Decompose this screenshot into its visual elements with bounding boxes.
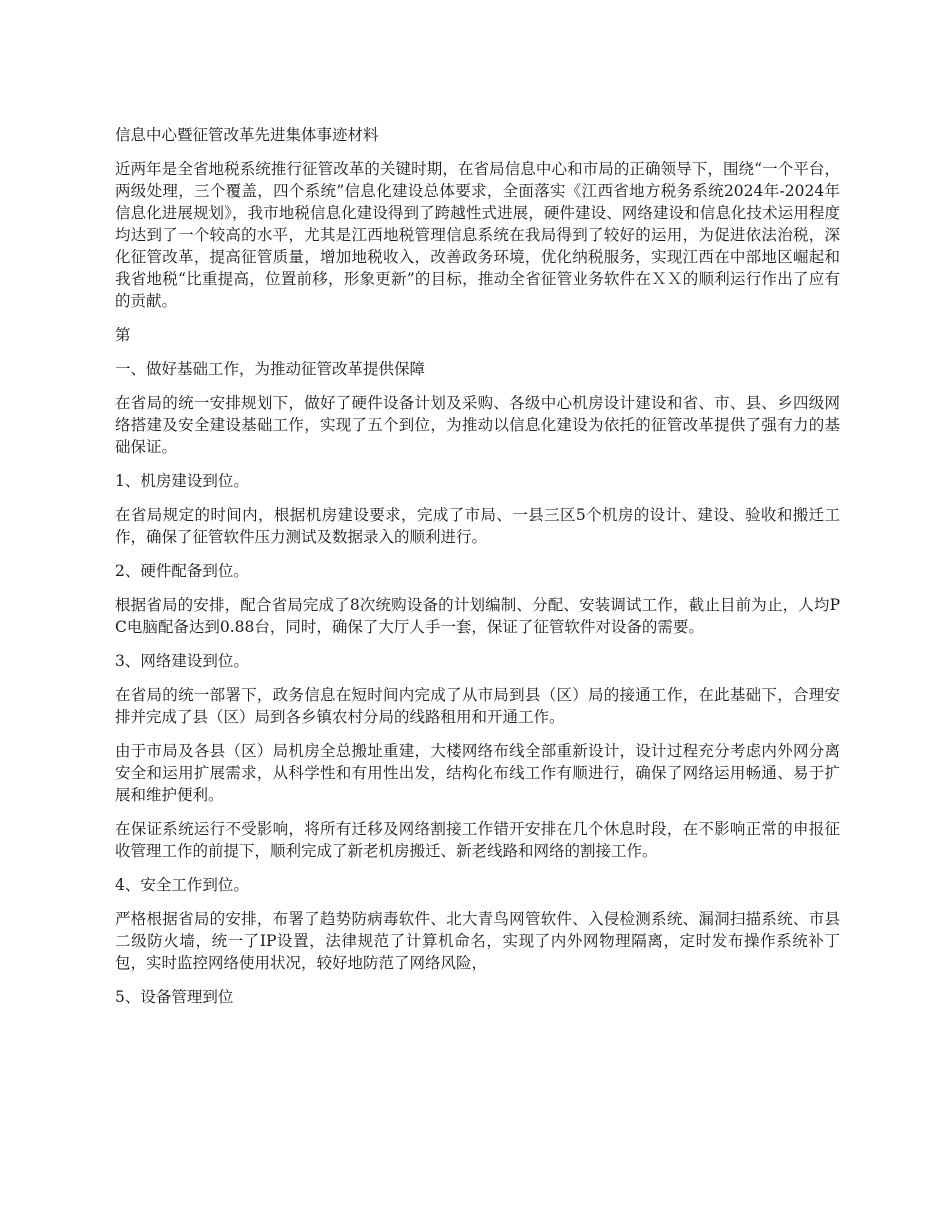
- section-1-paragraph: 在省局的统一安排规划下，做好了硬件设备计划及采购、各级中心机房设计建设和省、市、县、乡四级网络搭建及安全建设基础工作，实现了五个到位，为推动以信息化建设为依托的征管改革提供了强有力的基础保证。: [115, 394, 840, 456]
- intro-paragraph: 近两年是全省地税系统推行征管改革的关键时期，在省局信息中心和市局的正确领导下，围绕“一个平台，两级处理，三个覆盖，四个系统”信息化建设总体要求，全面落实《江西省地方税务系统2024年-2024年信息化进展规划》，我市地税信息化建设得到了跨越性式进展，硬件建设、网络建设和信息化技术运用程度均达到了一个较高的水平，尤其是江西地税管理信息系统在我局得到了较好的运用，为促进依法治税，深化征管改革，提高征管质量，增加地税收入，改善政务环境，优化纳税服务，实现江西在中部地区崛起和我省地税“比重提高，位置前移，形象更新”的目标，推动全省征管业务软件在ＸＸ的顺利运行作出了应有的贡献。: [115, 160, 840, 310]
- item-3-paragraph-1: 在省局的统一部署下，政务信息在短时间内完成了从市局到县（区）局的接通工作，在此基础下，合理安排并完成了县（区）局到各乡镇农村分局的线路租用和开通工作。: [115, 686, 840, 726]
- item-3-paragraph-3: 在保证系统运行不受影响，将所有迁移及网络割接工作错开安排在几个休息时段，在不影响正常的申报征收管理工作的前提下，顺利完成了新老机房搬迁、新老线路和网络的割接工作。: [115, 820, 840, 860]
- item-4-paragraph: 严格根据省局的安排，布署了趋势防病毒软件、北大青鸟网管软件、入侵检测系统、漏洞扫描系统、市县二级防火墙，统一了IP设置，法律规范了计算机命名，实现了内外网物理隔离，定时发布操作系统补丁包，实时监控网络使用状况，较好地防范了网络风险，: [115, 910, 840, 972]
- item-1-paragraph: 在省局规定的时间内，根据机房建设要求，完成了市局、一县三区5个机房的设计、建设、验收和搬迁工作，确保了征管软件压力测试及数据录入的顺利进行。: [115, 506, 840, 546]
- item-1-heading: 1、机房建设到位。: [115, 472, 249, 490]
- section-marker: 第: [115, 326, 131, 344]
- section-1-heading: 一、做好基础工作，为推动征管改革提供保障: [115, 360, 426, 378]
- item-3-paragraph-2: 由于市局及各县（区）局机房全总搬址重建，大楼网络布线全部重新设计，设计过程充分考虑内外网分离安全和运用扩展需求，从科学性和有用性出发，结构化布线工作有顺进行，确保了网络运用畅通、易于扩展和维护便利。: [115, 742, 840, 804]
- item-2-heading: 2、硬件配备到位。: [115, 562, 249, 580]
- item-5-heading: 5、设备管理到位: [115, 988, 234, 1006]
- item-4-heading: 4、安全工作到位。: [115, 876, 249, 894]
- item-2-paragraph: 根据省局的安排，配合省局完成了8次统购设备的计划编制、分配、安装调试工作，截止目前为止，人均PC电脑配备达到0.88台，同时，确保了大厅人手一套，保证了征管软件对设备的需要。: [115, 596, 840, 636]
- document-page: [115, 124, 840, 1020]
- document-title: 信息中心暨征管改革先进集体事迹材料: [115, 126, 379, 144]
- item-3-heading: 3、网络建设到位。: [115, 652, 249, 670]
